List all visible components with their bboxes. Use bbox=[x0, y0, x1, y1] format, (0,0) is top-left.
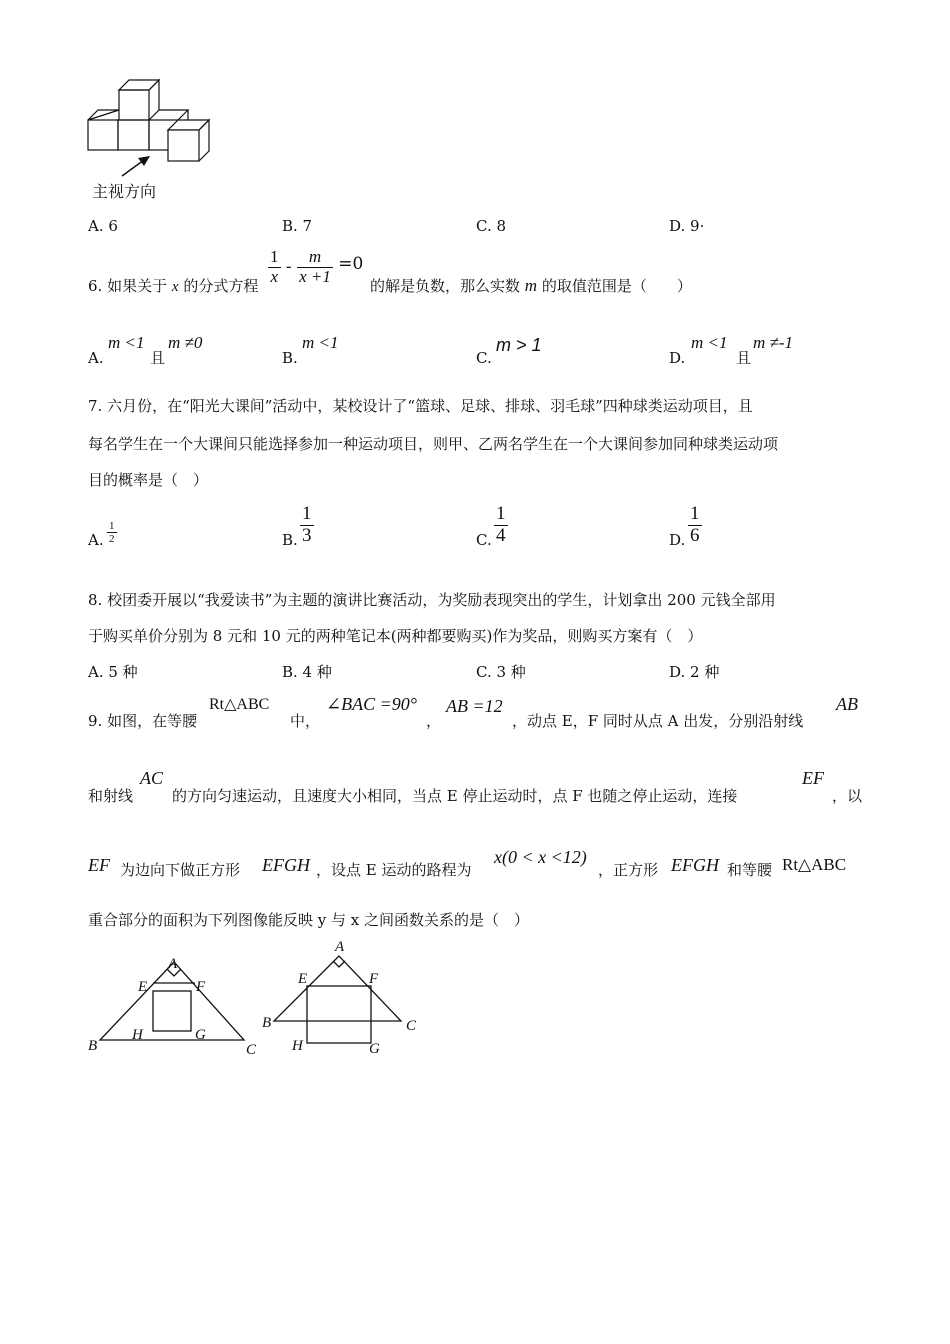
square-efgh bbox=[153, 991, 191, 1031]
label-b: B bbox=[262, 1015, 272, 1031]
q9-p3: ，动点 E，F 同时从点 A 出发，分别沿射线 bbox=[512, 712, 804, 730]
q7-option-b-label: B. bbox=[282, 531, 298, 549]
q8-option-b: B. 4 种 bbox=[282, 663, 332, 681]
q9-ab-ray: AB bbox=[836, 694, 858, 714]
q7-option-d-label: D. bbox=[669, 531, 686, 549]
q7-line3: 目的概率是（ ） bbox=[88, 471, 209, 489]
q7-option-d-frac: $\frac{1}{6}$ bbox=[690, 503, 700, 546]
label-b: B bbox=[88, 1038, 98, 1054]
q6-option-c-expr: m > 1 bbox=[496, 335, 542, 355]
q9-ef2: EF bbox=[88, 855, 110, 875]
q6-option-a-and: 且 bbox=[150, 349, 166, 367]
q7-line1: 7. 六月份，在“阳光大课间”活动中，某校设计了“篮球、足球、排球、羽毛球”四种球类运动项目，且 bbox=[88, 397, 753, 415]
right-angle-mark bbox=[333, 961, 345, 967]
q9-comma1: ， bbox=[426, 712, 442, 730]
q9-figure-1 bbox=[82, 952, 267, 1060]
label-g: G bbox=[369, 1041, 380, 1057]
q9-ab: AB =12 bbox=[446, 696, 503, 716]
q5-option-d: D. 9· bbox=[669, 217, 705, 235]
q8-line1: 8. 校团委开展以“我爱读书”为主题的演讲比赛活动，为奖励表现突出的学生，计划拿出 200 元钱全部用 bbox=[88, 591, 776, 609]
q9-ef: EF bbox=[802, 768, 824, 788]
q9-p10: 和等腰 bbox=[727, 861, 773, 879]
q9-rt-abc2: Rt△ABC bbox=[782, 855, 847, 874]
view-direction-label: 主视方向 bbox=[92, 182, 157, 201]
q6-option-b-expr: m <1 bbox=[302, 333, 339, 352]
label-c: C bbox=[406, 1018, 417, 1034]
label-g: G bbox=[195, 1027, 206, 1043]
label-f: F bbox=[369, 971, 379, 987]
q8-option-c: C. 3 种 bbox=[476, 663, 526, 681]
q6-option-d-expr1: m <1 bbox=[691, 333, 728, 352]
q9-p4: 和射线 bbox=[88, 787, 134, 805]
q9-efgh: EFGH bbox=[262, 855, 310, 875]
q6-option-d-label: D. bbox=[669, 349, 686, 367]
q6-option-d-expr2: m ≠-1 bbox=[753, 333, 794, 352]
q6-option-a-label: A. bbox=[88, 349, 104, 367]
q6-prefix: 6. 如果关于 x 的分式方程 bbox=[88, 277, 259, 295]
label-h: H bbox=[132, 1027, 143, 1043]
q5-option-b: B. 7 bbox=[282, 217, 313, 235]
q6-option-d-and: 且 bbox=[736, 349, 752, 367]
q9-xrange: x(0 < x <12) bbox=[494, 847, 587, 867]
label-a: A bbox=[335, 939, 345, 955]
q6-equation: $\frac{1}{x}$ - $\frac{m}{x +1}$ =0 bbox=[270, 247, 364, 286]
q7-option-a-frac: $\frac{1}{2}$ bbox=[109, 520, 115, 546]
square-efgh bbox=[307, 986, 371, 1043]
q8-line2: 于购买单价分别为 8 元和 10 元的两种笔记本(两种都要购买)作为奖品，则购买方案有（ ） bbox=[88, 627, 703, 645]
q9-p1: 9. 如图，在等腰 bbox=[88, 712, 198, 730]
q9-p8: ，设点 E 运动的路程为 bbox=[316, 861, 472, 879]
q9-p2: 中， bbox=[290, 712, 321, 730]
q6-option-c-label: C. bbox=[476, 349, 492, 367]
q7-line2: 每名学生在一个大课间只能选择参加一种运动项目，则甲、乙两名学生在一个大课间参加同种球类运动项 bbox=[88, 435, 779, 453]
q6-suffix: 的解是负数，那么实数 m 的取值范围是（ ） bbox=[370, 276, 692, 295]
q9-p7: 为边向下做正方形 bbox=[120, 861, 241, 879]
q9-rt-abc: Rt△ABC bbox=[209, 696, 270, 713]
label-c: C bbox=[246, 1042, 257, 1058]
q6-option-b-label: B. bbox=[282, 349, 298, 367]
label-e: E bbox=[298, 971, 308, 987]
q5-option-a: A. 6 bbox=[88, 217, 118, 235]
label-a: A bbox=[168, 956, 178, 972]
q9-p6: ，以 bbox=[832, 787, 863, 805]
q7-option-b-frac: $\frac{1}{3}$ bbox=[302, 503, 312, 546]
q8-option-d: D. 2 种 bbox=[669, 663, 720, 681]
label-h: H bbox=[292, 1038, 303, 1054]
q9-line4: 重合部分的面积为下列图像能反映 y 与 x 之间函数关系的是（ ） bbox=[88, 911, 530, 929]
q5-option-c: C. 8 bbox=[476, 217, 507, 235]
q9-p5: 的方向匀速运动，且速度大小相同，当点 E 停止运动时，点 F 也随之停止运动，连接 bbox=[172, 787, 738, 805]
q6-option-a-expr2: m ≠0 bbox=[168, 333, 203, 352]
q9-efgh2: EFGH bbox=[671, 855, 719, 875]
q7-option-c-label: C. bbox=[476, 531, 492, 549]
q9-figure-2 bbox=[258, 936, 428, 1058]
q9-angle: ∠BAC =90° bbox=[326, 694, 417, 714]
q9-p9: ，正方形 bbox=[598, 861, 659, 879]
q7-option-c-frac: $\frac{1}{4}$ bbox=[496, 503, 506, 546]
label-f: F bbox=[196, 979, 206, 995]
q6-option-a-expr1: m <1 bbox=[108, 333, 145, 352]
q7-option-a-label: A. bbox=[88, 531, 104, 549]
q9-ac-ray: AC bbox=[140, 768, 164, 788]
cube-stack-figure bbox=[82, 78, 222, 178]
q8-option-a: A. 5 种 bbox=[88, 663, 138, 681]
label-e: E bbox=[138, 979, 148, 995]
